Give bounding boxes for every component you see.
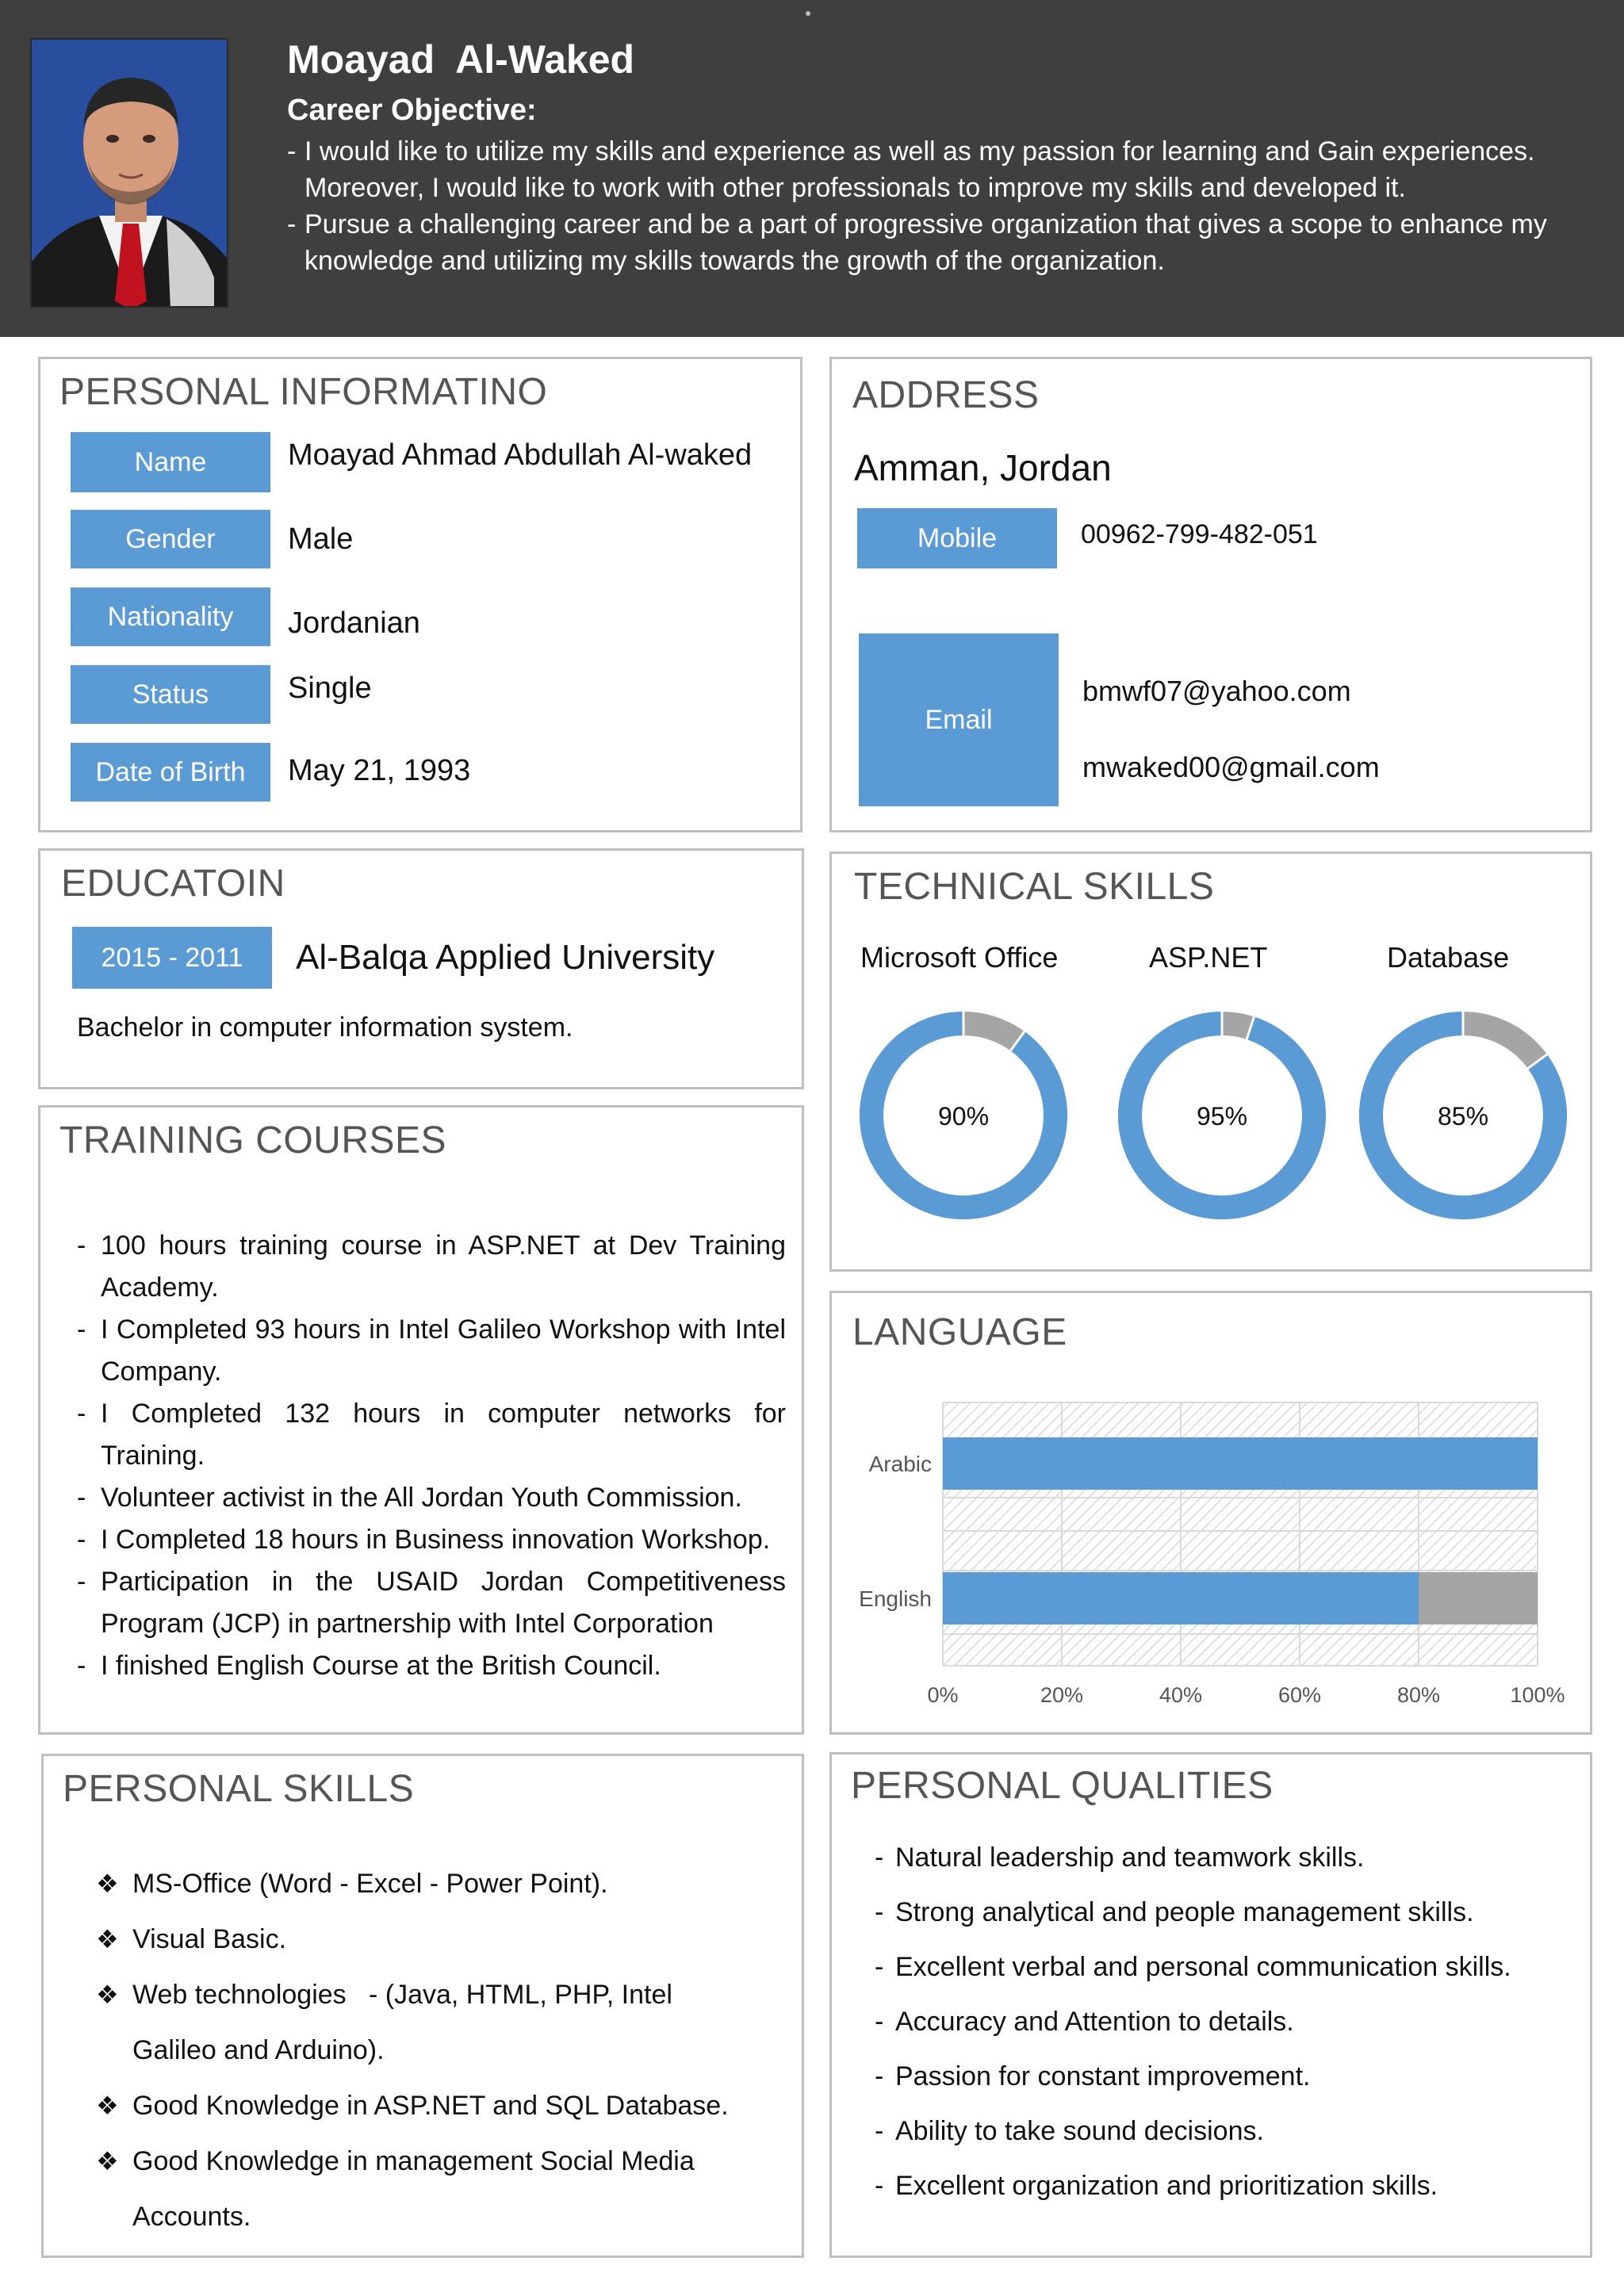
education-years: 2015 - 2011 xyxy=(72,927,272,989)
objective-line: I would like to utilize my skills and experience as well as my passion for learning and Gain experiences. xyxy=(304,136,1535,166)
training-item: - Volunteer activist in the All Jordan Youth Commission. xyxy=(77,1483,742,1513)
bullet-icon: ❖ xyxy=(96,2091,119,2120)
profile-photo xyxy=(30,38,228,308)
value-status: Single xyxy=(288,672,372,705)
quality-item: - Passion for constant improvement. xyxy=(875,2061,1311,2091)
label-status: Status xyxy=(71,665,270,724)
quality-item: - Excellent verbal and personal communication skills. xyxy=(875,1952,1511,1982)
skill-donuts xyxy=(832,1004,1590,1242)
label-nationality: Nationality xyxy=(71,587,270,646)
quality-item: - Strong analytical and people management skills. xyxy=(875,1897,1474,1927)
education-title: EDUCATOIN xyxy=(61,863,285,905)
personal-qualities-panel xyxy=(829,1752,1592,2258)
technical-skills-panel xyxy=(829,851,1592,1272)
skill-item: ❖ MS-Office (Word - Excel - Power Point). xyxy=(96,1856,738,1911)
x-tick-label: 20% xyxy=(1040,1683,1084,1707)
education-panel xyxy=(38,848,804,1089)
language-chart xyxy=(832,1372,1590,1721)
training-item: - I Completed 18 hours in Business innovation Workshop. xyxy=(77,1525,771,1555)
training-panel xyxy=(38,1105,804,1735)
bar-remainder xyxy=(1419,1572,1538,1624)
label-name: Name xyxy=(71,432,270,492)
technical-skills-title: TECHNICAL SKILLS xyxy=(854,866,1215,908)
x-tick-label: 0% xyxy=(927,1683,959,1707)
address-city: Amman, Jordan xyxy=(854,447,1112,488)
personal-qualities-title: PERSONAL QUALITIES xyxy=(851,1765,1274,1807)
donut-label: 90% xyxy=(937,1102,990,1131)
objective-line: Pursue a challenging career and be a part of progressive organization that gives a scope to enhance my xyxy=(304,209,1547,239)
bullet-icon: ❖ xyxy=(96,1980,119,2009)
donut-label: 95% xyxy=(1196,1102,1248,1131)
bullet-icon: ❖ xyxy=(96,1869,119,1898)
training-title: TRAINING COURSES xyxy=(59,1119,447,1161)
quality-item: - Ability to take sound decisions. xyxy=(875,2116,1264,2146)
label-email: Email xyxy=(859,633,1059,806)
skill-name: Microsoft Office xyxy=(860,941,1059,974)
training-item: - I Completed 93 hours in Intel Galileo Workshop with Intel Company. xyxy=(77,1314,786,1387)
skill-item: ❖ Web technologies - (Java, HTML, PHP, Intel Galileo and Arduino). xyxy=(96,1967,738,2078)
bar-english xyxy=(943,1572,1419,1624)
bullet-icon: ❖ xyxy=(96,2147,119,2175)
value-dob: May 21, 1993 xyxy=(288,754,471,787)
x-tick-label: 60% xyxy=(1277,1683,1322,1707)
training-item: - I finished English Course at the British Council. xyxy=(77,1651,661,1681)
value-email: mwaked00@gmail.com xyxy=(1082,751,1380,783)
value-gender: Male xyxy=(288,522,354,556)
skill-name: Database xyxy=(1387,941,1510,974)
training-list xyxy=(77,1225,786,1687)
value-email: bmwf07@yahoo.com xyxy=(1082,675,1351,707)
objective-line: Moreover, I would like to work with other professionals to improve my skills and developed it. xyxy=(304,173,1406,203)
personal-skills-list xyxy=(96,1856,738,2244)
training-item: - 100 hours training course in ASP.NET at Dev Training Academy. xyxy=(77,1230,786,1303)
quality-item: - Excellent organization and prioritization skills. xyxy=(875,2171,1438,2201)
personal-skills-panel xyxy=(41,1754,804,2258)
education-university: Al-Balqa Applied University xyxy=(296,938,715,977)
personal-info-panel xyxy=(38,357,802,832)
donut-label: 85% xyxy=(1437,1102,1489,1131)
y-category-label: English xyxy=(859,1586,932,1611)
bar-arabic xyxy=(943,1437,1538,1490)
language-title: LANGUAGE xyxy=(852,1311,1067,1353)
label-mobile: Mobile xyxy=(857,508,1057,568)
skill-item: ❖ Good Knowledge in management Social Media Accounts. xyxy=(96,2133,767,2244)
personal-qualities-list xyxy=(875,1831,1511,2214)
address-panel xyxy=(829,357,1592,832)
value-nationality: Jordanian xyxy=(288,607,420,640)
x-tick-label: 80% xyxy=(1396,1683,1441,1707)
skill-item: ❖ Visual Basic. xyxy=(96,1911,738,1967)
skill-item: ❖ Good Knowledge in ASP.NET and SQL Database. xyxy=(96,2078,738,2133)
x-tick-label: 40% xyxy=(1159,1683,1203,1707)
header-dot xyxy=(806,11,810,16)
bullet-icon: ❖ xyxy=(96,1925,119,1954)
personal-skills-title: PERSONAL SKILLS xyxy=(63,1768,415,1810)
skill-name: ASP.NET xyxy=(1149,941,1268,974)
x-tick-label: 100% xyxy=(1510,1683,1565,1707)
education-degree: Bachelor in computer information system. xyxy=(77,1012,573,1043)
objective-line: knowledge and utilizing my skills towards the growth of the organization. xyxy=(304,246,1165,276)
personal-info-title: PERSONAL INFORMATINO xyxy=(59,371,548,413)
quality-item: - Accuracy and Attention to details. xyxy=(875,2007,1294,2037)
label-dob: Date of Birth xyxy=(71,743,270,802)
value-name: Moayad Ahmad Abdullah Al-waked xyxy=(288,438,753,472)
value-mobile: 00962-799-482-051 xyxy=(1081,519,1318,549)
language-panel xyxy=(829,1291,1592,1735)
person-name: Moayad Al-Waked xyxy=(287,37,635,82)
address-title: ADDRESS xyxy=(852,374,1040,416)
career-objective-title: Career Objective: xyxy=(287,94,537,127)
objective-item: - I would like to utilize my skills and experience as well as my passion for learning and Gain experiences. Moreover, I would like to work with other professionals to improve my skills and developed it. xyxy=(287,133,1588,206)
y-category-label: Arabic xyxy=(868,1452,932,1476)
quality-item: - Natural leadership and teamwork skills. xyxy=(875,1843,1365,1873)
training-item: - Participation in the USAID Jordan Competitiveness Program (JCP) in partnership with Intel Corporation xyxy=(77,1567,786,1639)
training-item: - I Completed 132 hours in computer networks for Training. xyxy=(77,1399,786,1471)
objective-item: - Pursue a challenging career and be a part of progressive organization that gives a scope to enhance my knowledge and utilizing my skills towards the growth of the organization. xyxy=(287,206,1588,279)
label-gender: Gender xyxy=(71,510,270,568)
